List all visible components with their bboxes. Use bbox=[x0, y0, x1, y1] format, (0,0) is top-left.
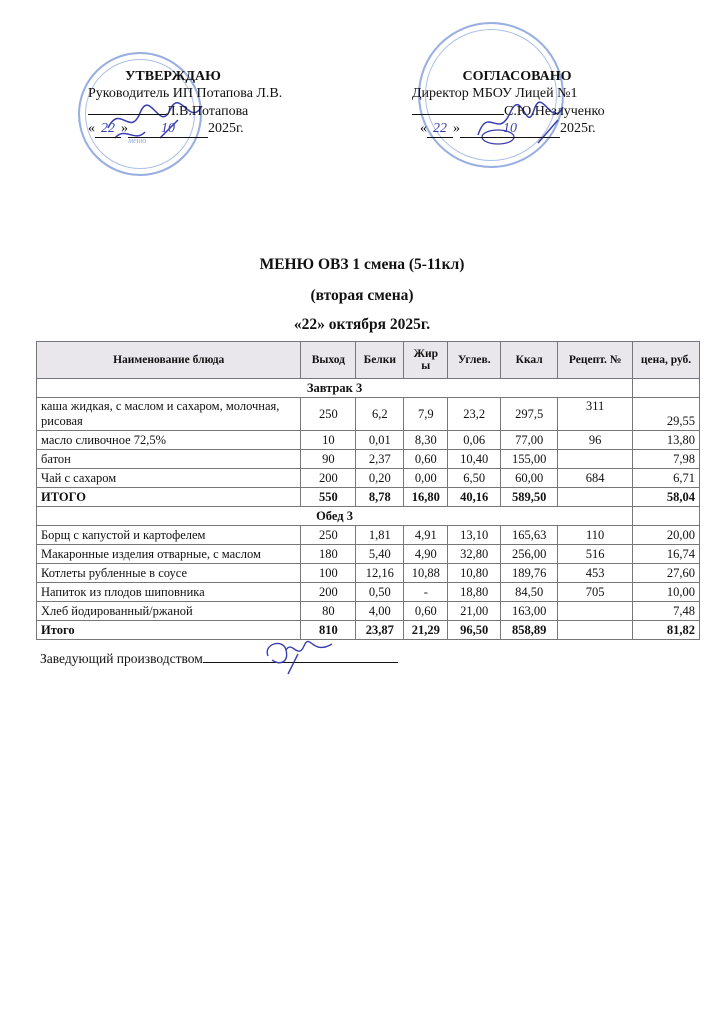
approval-right-heading: СОГЛАСОВАНО bbox=[462, 69, 572, 84]
table-row: Хлеб йодированный/ржаной 80 4,00 0,60 21,00 163,00 7,48 bbox=[37, 602, 700, 621]
page-title: МЕНЮ ОВЗ 1 смена (5-11кл) bbox=[259, 256, 465, 273]
col-header-recipe: Рецепт. № bbox=[558, 342, 633, 379]
table-row: каша жидкая, с маслом и сахаром, молочная, рисовая 250 6,2 7,9 23,2 297,5 311 29,55 bbox=[37, 398, 700, 431]
section-row-lunch bbox=[37, 507, 700, 526]
signature-footer-icon bbox=[258, 636, 338, 676]
approval-right-month: 10 bbox=[460, 120, 560, 138]
table-row: Чай с сахаром 200 0,20 0,00 6,50 60,00 684 6,71 bbox=[37, 469, 700, 488]
table-row: батон 90 2,37 0,60 10,40 155,00 7,98 bbox=[37, 450, 700, 469]
approval-left-position: Руководитель ИП Потапова Л.В. bbox=[88, 86, 283, 101]
section-title: Обед 3 bbox=[37, 507, 633, 526]
approval-right-signer-line bbox=[412, 102, 662, 120]
approval-right-signer: С.Ю.Незлученко bbox=[504, 104, 605, 119]
total-row: ИТОГО 550 8,78 16,80 40,16 589,50 58,04 bbox=[37, 488, 700, 507]
menu-table bbox=[36, 341, 700, 640]
approval-left-day: 22 bbox=[95, 120, 121, 138]
section-row-breakfast bbox=[37, 379, 700, 398]
approval-left-year: 2025г. bbox=[208, 121, 244, 136]
table-row: масло сливочное 72,5% 10 0,01 8,30 0,06 77,00 96 13,80 bbox=[37, 431, 700, 450]
col-header-price: цена, руб. bbox=[633, 342, 700, 379]
col-header-kcal: Ккал bbox=[501, 342, 558, 379]
table-row: Макаронные изделия отварные, с маслом 180 5,40 4,90 32,80 256,00 516 16,74 bbox=[37, 545, 700, 564]
approval-block-left bbox=[88, 68, 338, 138]
approval-right-year: 2025г. bbox=[560, 121, 596, 136]
approval-left-date: « 22 » 10 2025г. bbox=[88, 121, 244, 136]
footer-signature bbox=[40, 650, 398, 667]
table-header-row bbox=[37, 342, 700, 379]
page-date: «22» октября 2025г. bbox=[293, 316, 431, 333]
table-row: Борщ с капустой и картофелем 250 1,81 4,91 13,10 165,63 110 20,00 bbox=[37, 526, 700, 545]
total-row: Итого 810 23,87 21,29 96,50 858,89 81,82 bbox=[37, 621, 700, 640]
table-row: Котлеты рубленные в соусе 100 12,16 10,88 10,80 189,76 453 27,60 bbox=[37, 564, 700, 583]
approval-right-date: « 22 » 10 2025г. bbox=[420, 121, 596, 136]
footer-label: Заведующий производством bbox=[40, 651, 203, 666]
approval-left-heading: УТВЕРЖДАЮ bbox=[125, 69, 221, 84]
table-row: Напиток из плодов шиповника 200 0,50 - 18,80 84,50 705 10,00 bbox=[37, 583, 700, 602]
col-header-carbs: Углев. bbox=[448, 342, 501, 379]
col-header-name: Наименование блюда bbox=[37, 342, 301, 379]
approval-left-signer: Л.В.Потапова bbox=[166, 104, 249, 119]
col-header-protein: Белки bbox=[356, 342, 404, 379]
page-subtitle: (вторая смена) bbox=[310, 287, 414, 304]
approval-block-right bbox=[412, 68, 662, 138]
col-header-fat: Жир ы bbox=[404, 342, 448, 379]
stamp-left-text: меню bbox=[128, 136, 147, 145]
approval-left-month: 10 bbox=[128, 120, 208, 138]
section-title: Завтрак 3 bbox=[37, 379, 633, 398]
approval-right-position: Директор МБОУ Лицей №1 bbox=[412, 86, 578, 101]
col-header-yield: Выход bbox=[301, 342, 356, 379]
approval-left-signer-line bbox=[88, 102, 338, 120]
approval-right-day: 22 bbox=[427, 120, 453, 138]
